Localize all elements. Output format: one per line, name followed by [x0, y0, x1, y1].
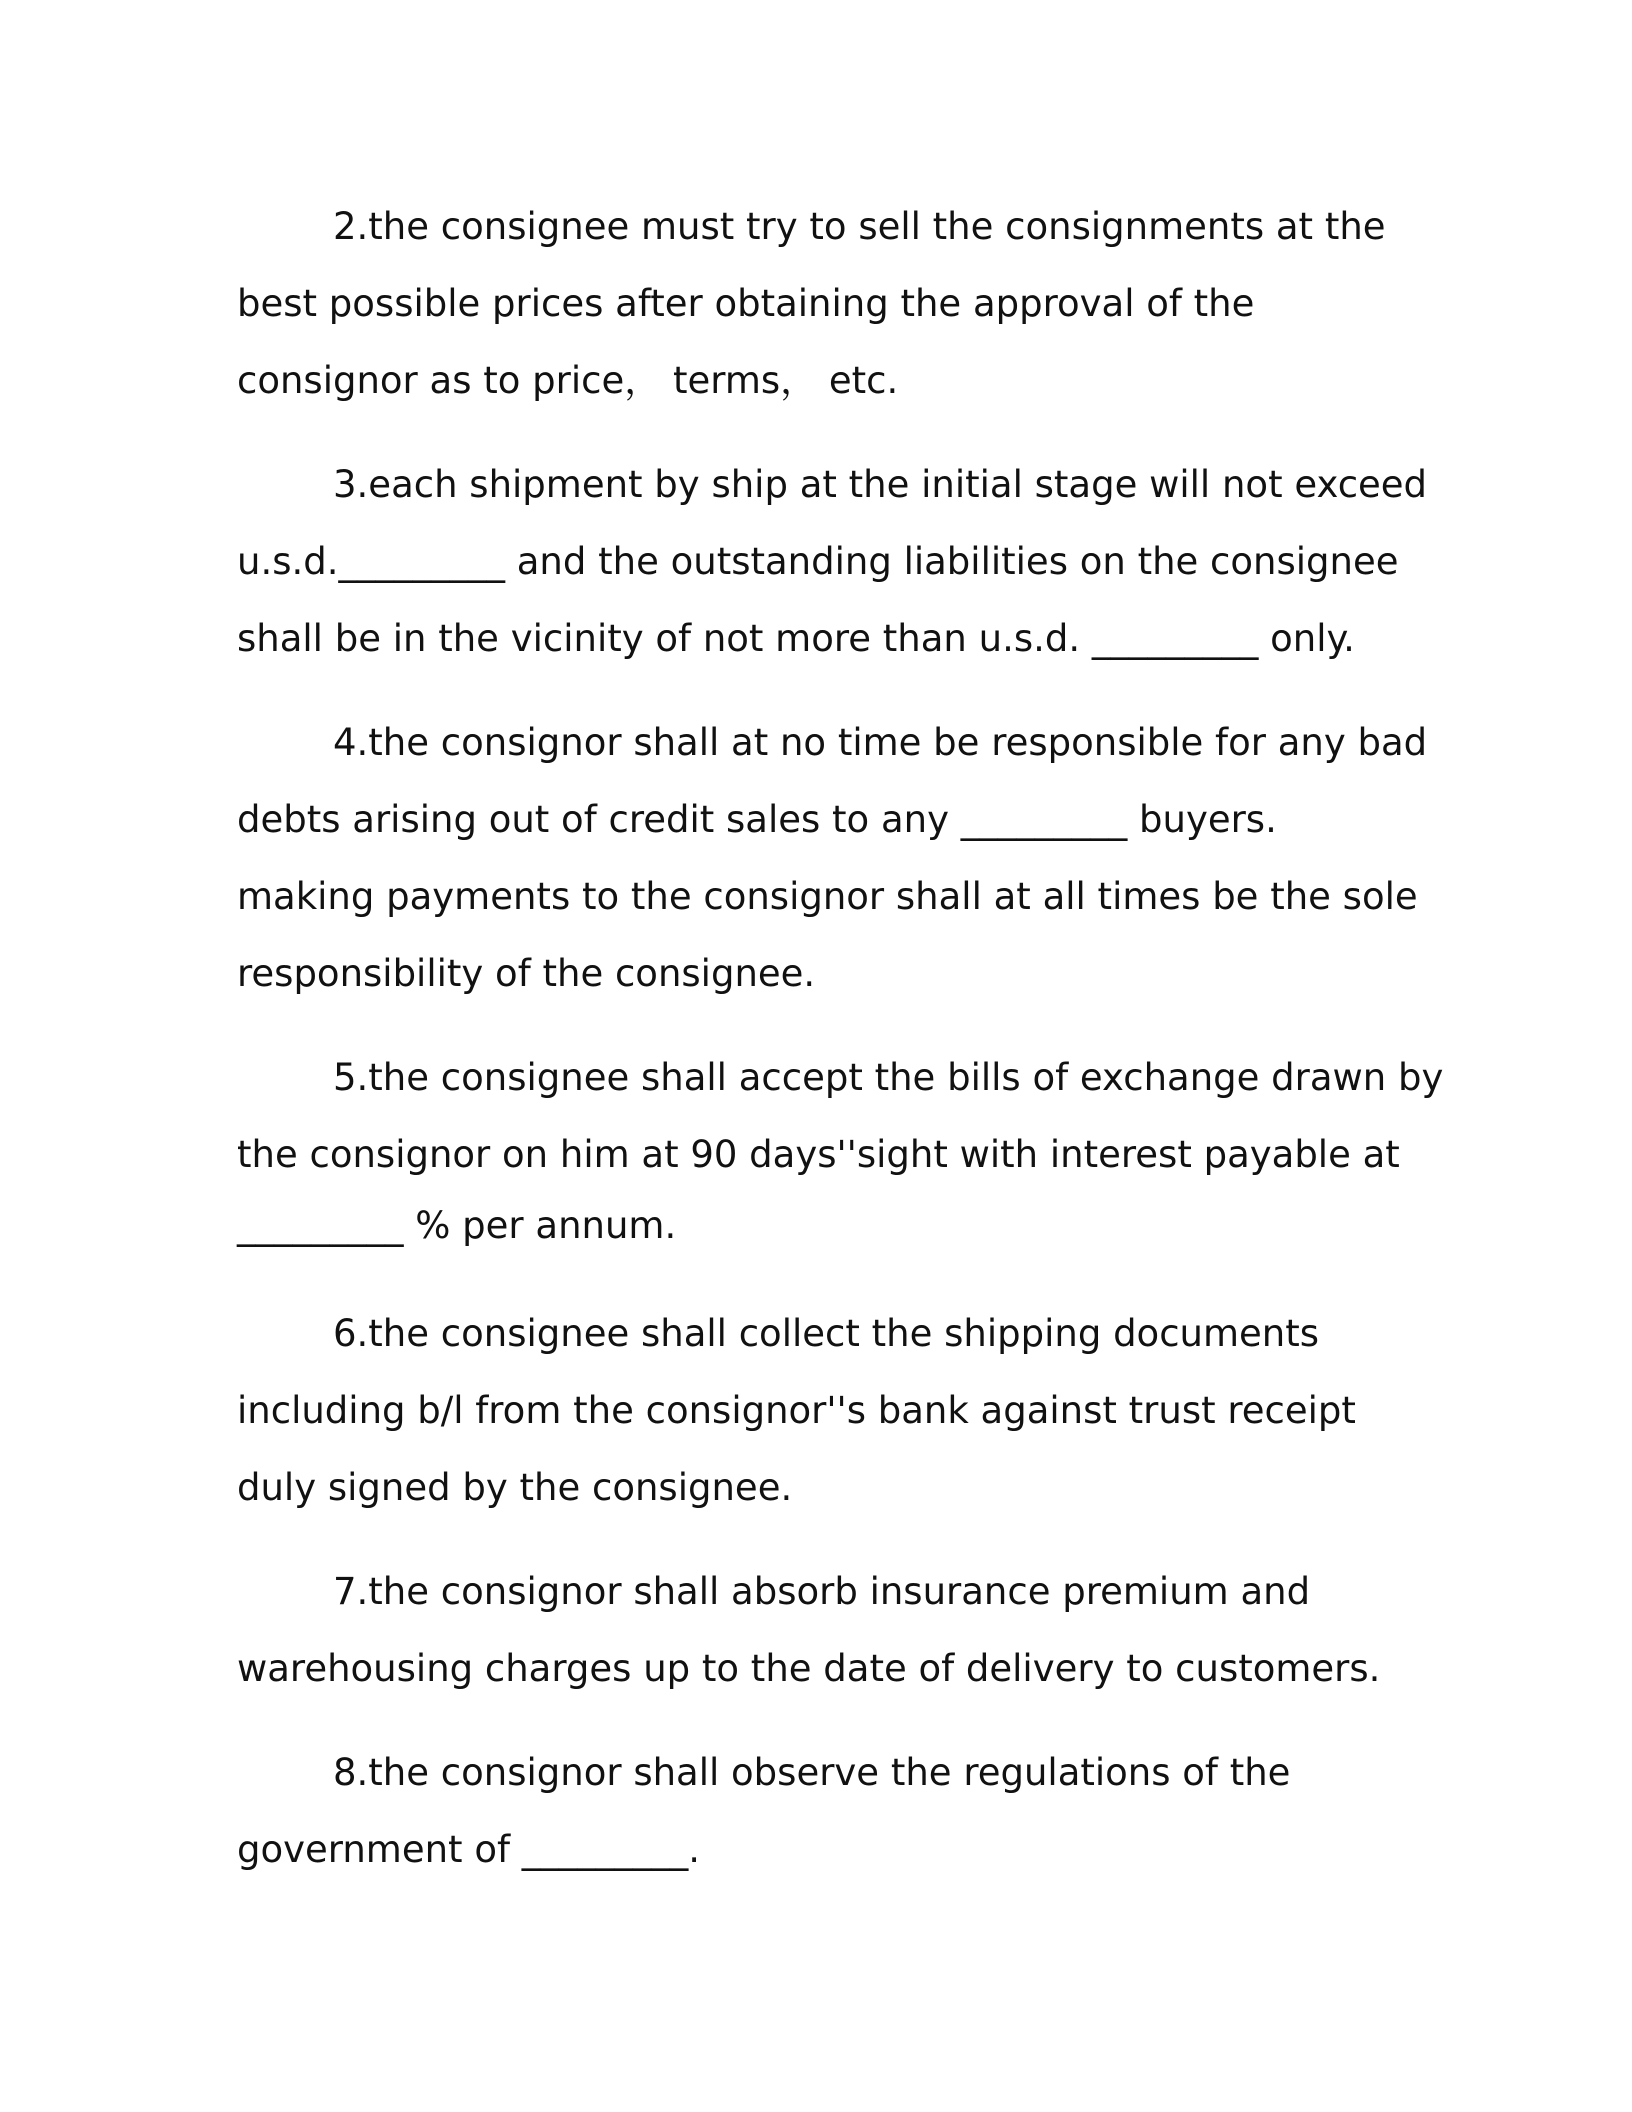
- clause-4: [237, 704, 1428, 1012]
- clause-6-line-3: duly signed by the consignee.: [237, 1466, 793, 1509]
- clause-6-line-1: 6.the consignee shall collect the shipping documents: [333, 1312, 1320, 1355]
- clause-2-line-3: consignor as to price， terms， etc.: [237, 359, 899, 402]
- clause-4-line-3: making payments to the consignor shall at all times be the sole: [237, 875, 1418, 918]
- clause-3-line-3: shall be in the vicinity of not more than u.s.d. _________ only.: [237, 617, 1355, 660]
- clause-4-line-2: debts arising out of credit sales to any _________ buyers.: [237, 798, 1277, 841]
- clause-7-line-1: 7.the consignor shall absorb insurance premium and: [333, 1570, 1311, 1613]
- clause-3-line-1: 3.each shipment by ship at the initial stage will not exceed: [333, 463, 1428, 506]
- clause-6: [237, 1295, 1397, 1526]
- clause-4-line-1: 4.the consignor shall at no time be responsible for any bad: [333, 721, 1428, 764]
- clause-4-line-4: responsibility of the consignee.: [237, 952, 816, 995]
- contract-clauses: [237, 188, 1444, 1915]
- clause-2-line-1: 2.the consignee must try to sell the consignments at the: [333, 205, 1386, 248]
- clause-8: [237, 1734, 1397, 1888]
- clause-3: [237, 446, 1428, 677]
- clause-5: [237, 1039, 1444, 1264]
- clause-7-line-2: warehousing charges up to the date of delivery to customers.: [237, 1647, 1381, 1690]
- clause-5-line-3: _________ % per annum.: [237, 1204, 677, 1247]
- clause-5-line-1: 5.the consignee shall accept the bills of exchange drawn by: [333, 1056, 1444, 1099]
- clause-3-line-2: u.s.d._________ and the outstanding liabilities on the consignee: [237, 540, 1399, 583]
- clause-5-line-2: the consignor on him at 90 days''sight with interest payable at: [237, 1133, 1400, 1176]
- clause-2-line-2: best possible prices after obtaining the approval of the: [237, 282, 1255, 325]
- clause-2: [237, 188, 1397, 419]
- clause-7: [237, 1553, 1397, 1707]
- clause-8-line-1: 8.the consignor shall observe the regulations of the: [333, 1751, 1291, 1794]
- clause-6-line-2: including b/l from the consignor''s bank against trust receipt: [237, 1389, 1356, 1432]
- clause-8-line-2: government of _________.: [237, 1828, 701, 1871]
